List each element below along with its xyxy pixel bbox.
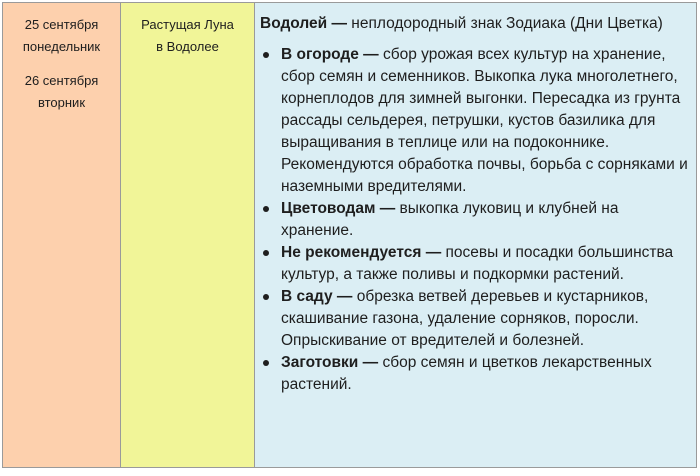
dates-cell <box>3 3 121 468</box>
zodiac-heading <box>260 13 690 35</box>
lunar-calendar-table <box>2 2 697 468</box>
zodiac-description: неплодородный знак Зодиака (Дни Цветка) <box>346 15 663 32</box>
item-title: Заготовки — <box>281 354 379 371</box>
date-entry-1 <box>3 14 120 58</box>
item-text: сбор урожая всех культур на хранение, сбор семян и семенников. Выкопка лука многолетнего, корнеплодов для зимней выгонки. Пересадка из грунта рассады сельдерея, петрушки, кустов базилика для выращивания в теплице или на подоконнике. Рекомендуются обработка почвы, борьба с сорняками и наземными вредителями. <box>281 46 688 195</box>
item-text: выкопка луковиц и клубней на хранение. <box>281 200 619 239</box>
item-title: В огороде — <box>281 46 379 63</box>
date-weekday: понедельник <box>22 39 101 54</box>
recommendations-list <box>260 44 690 396</box>
bullet-icon <box>263 360 269 366</box>
date-day: 26 сентября <box>24 73 99 88</box>
item-text: сбор семян и цветков лекарственных растений. <box>281 354 652 393</box>
list-item <box>260 286 690 352</box>
item-text: обрезка ветвей деревьев и кустарников, скашивание газона, удаление сорняков, поросли. Опрыскивание от вредителей и болезней. <box>281 288 649 349</box>
recommendations-cell <box>255 3 697 468</box>
item-title: Не рекомендуется — <box>281 244 442 261</box>
item-title: В саду — <box>281 288 353 305</box>
moon-phase-cell <box>121 3 255 468</box>
item-text: посевы и посадки большинства культур, а также поливы и подкормки растений. <box>281 244 674 283</box>
list-item <box>260 44 690 198</box>
list-item <box>260 198 690 242</box>
bullet-icon <box>263 52 269 58</box>
item-title: Цветоводам — <box>281 200 396 217</box>
bullet-icon <box>263 294 269 300</box>
table-row <box>3 3 697 468</box>
zodiac-sign: Водолей — <box>260 15 347 32</box>
list-item <box>260 242 690 286</box>
date-day: 25 сентября <box>24 17 99 32</box>
moon-phase-label: Растущая Луна <box>141 17 234 32</box>
bullet-icon <box>263 206 269 212</box>
bullet-icon <box>263 250 269 256</box>
moon-sign-label: в Водолее <box>156 39 219 54</box>
date-entry-2 <box>3 70 120 114</box>
date-weekday: вторник <box>37 95 86 110</box>
list-item <box>260 352 690 396</box>
